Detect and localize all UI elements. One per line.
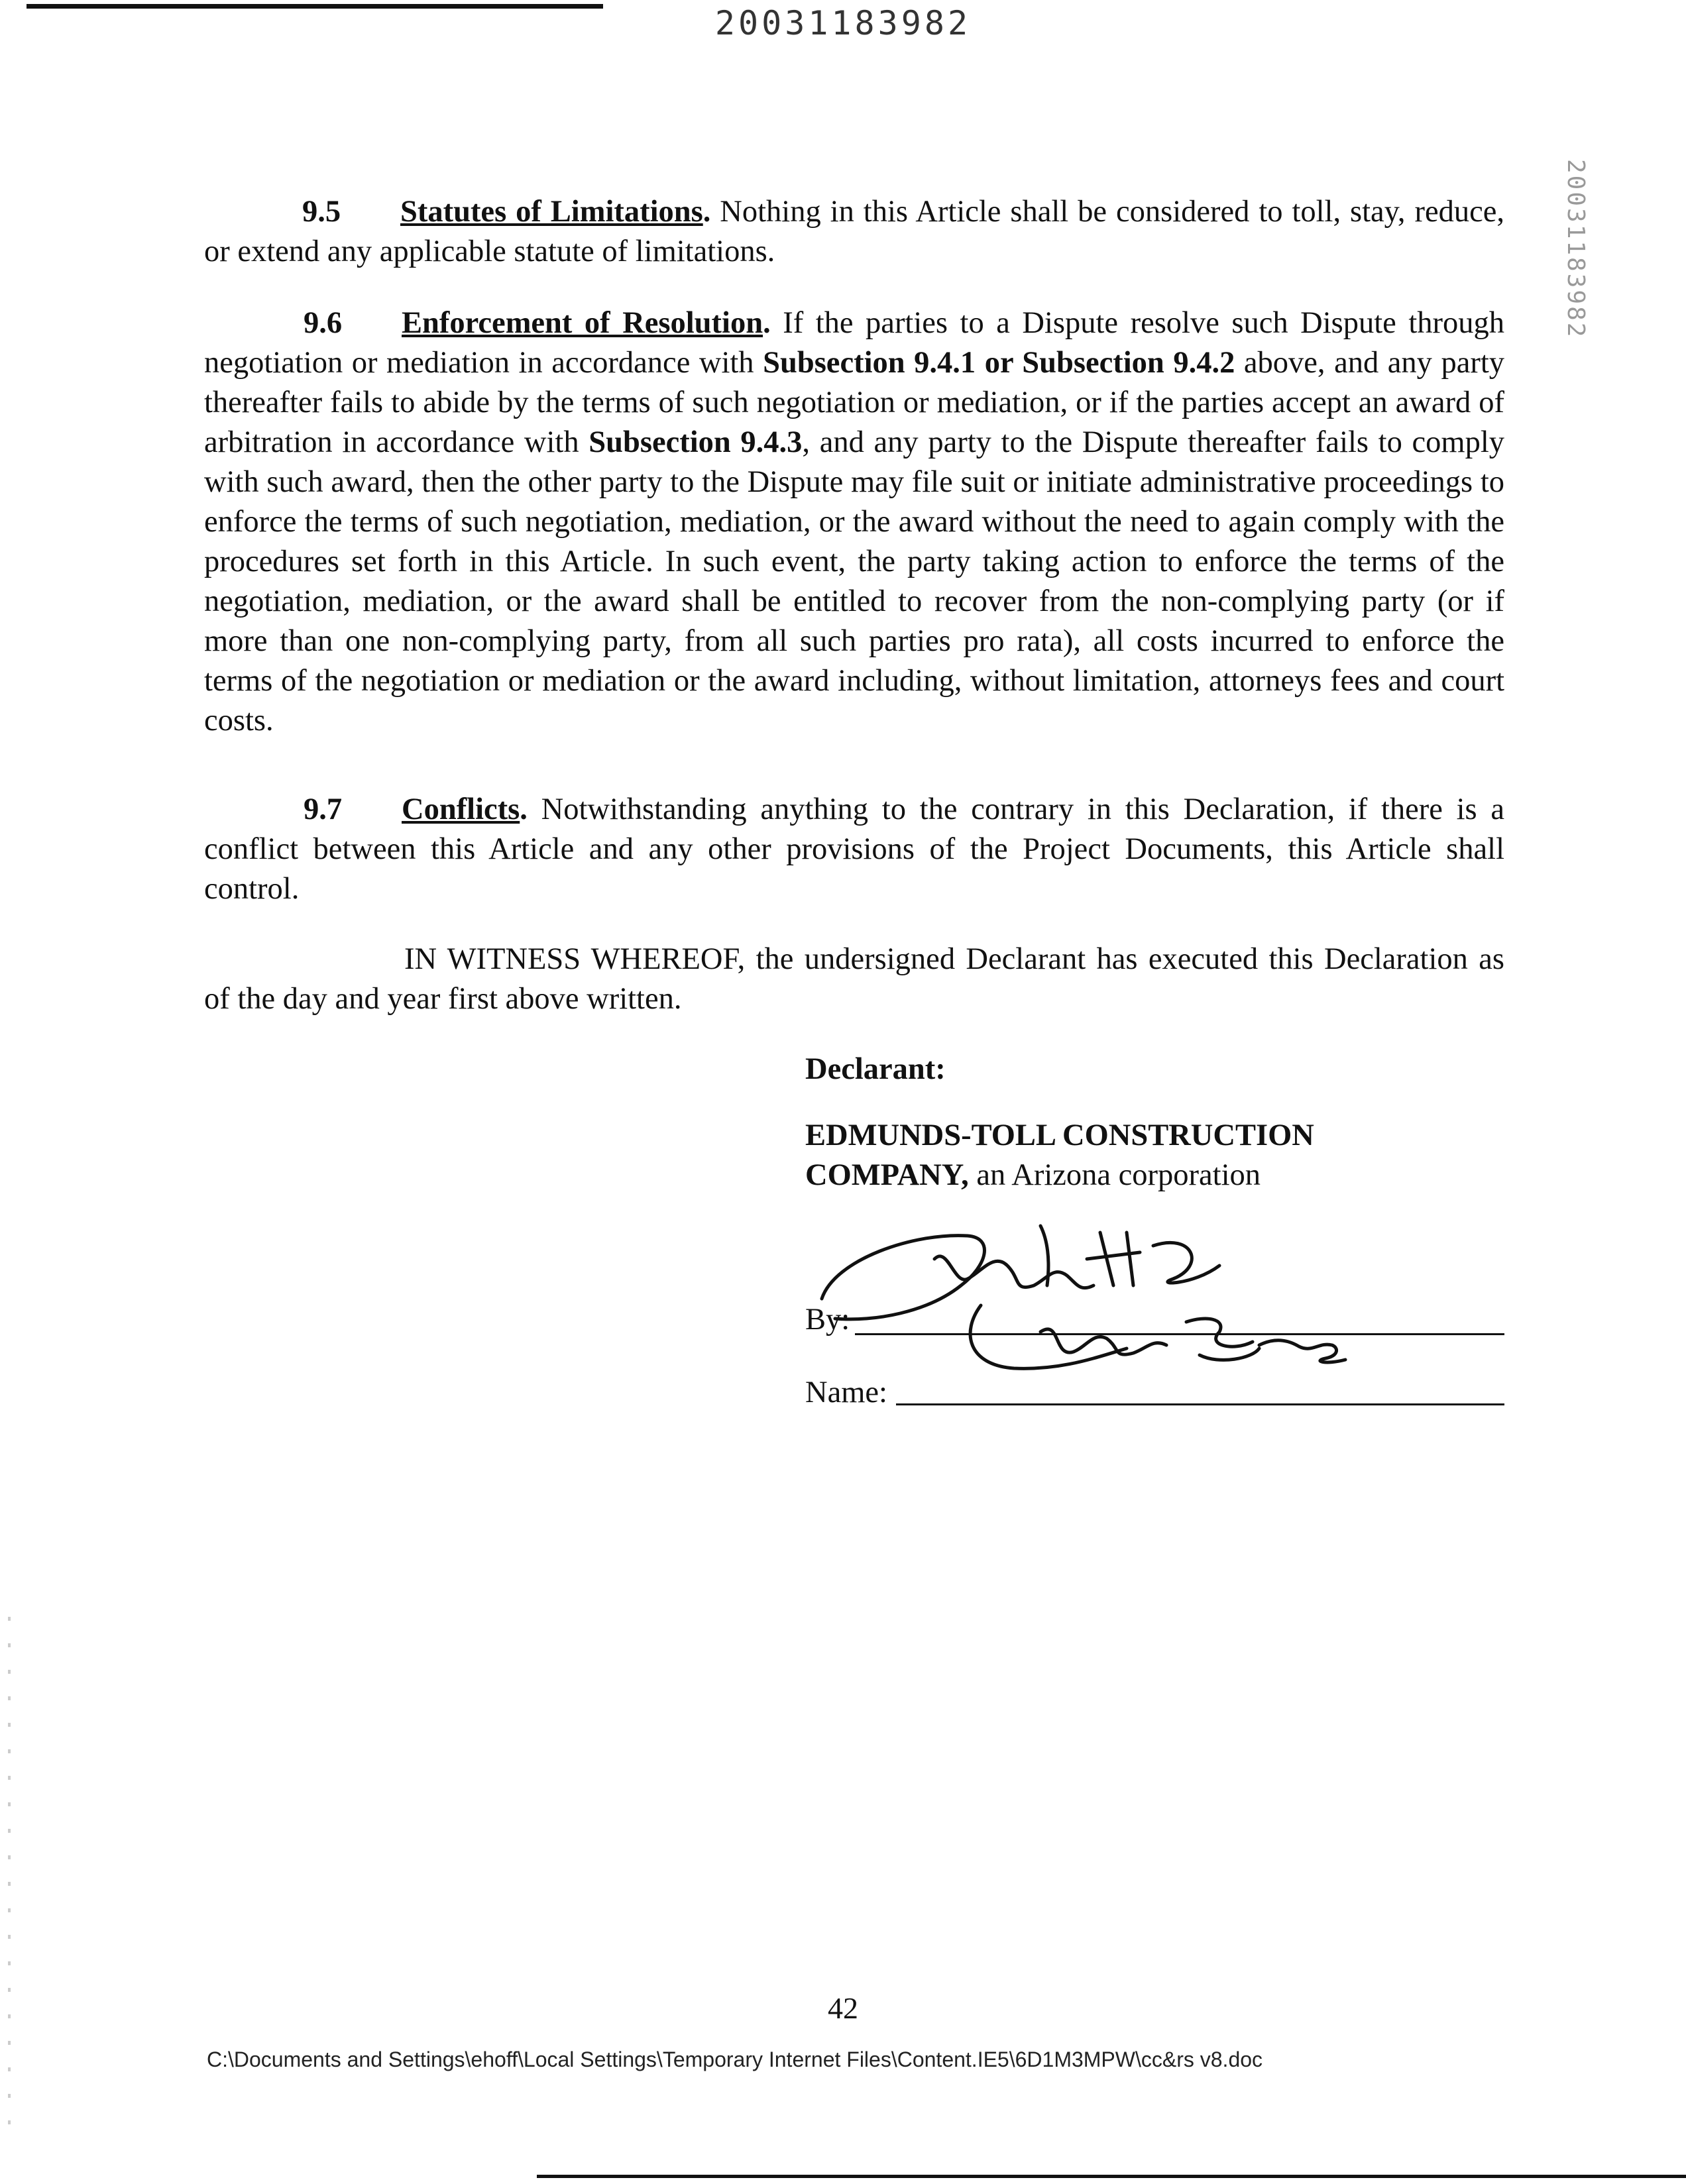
scan-margin-dots: [8, 1617, 11, 2147]
section-9-6: 9.6 Enforcement of Resolution. If the parties to a Dispute resolve such Dispute through negotiation or mediation in accordance with Subsection 9.4.1 or Subsection 9.4.2 above, and any party thereafter fails to abide by the terms of such negotiation or mediation, or if the parties accept an award of arbitration in accordance with Subsection 9.4.3, and any party to the Dispute thereafter fails to comply with such award, then the other party to the Dispute may file suit or initiate administrative proceedings to enforce the terms of such negotiation, mediation, or the award without the need to again comply with the procedures set forth in this Article. In such event, the party taking action to enforce the terms of the negotiation, mediation, or the award shall be entitled to recover from the non-complying party (or if more than one non-complying party, from all such parties pro rata), all costs incurred to enforce the terms of the negotiation or mediation or the award including, without limitation, attorneys fees and court costs.: [204, 303, 1504, 741]
document-number: 20031183982: [714, 4, 972, 42]
name-label: Name:: [805, 1376, 887, 1409]
by-label: By:: [805, 1303, 850, 1337]
company-name-bold: COMPANY,: [805, 1158, 969, 1192]
file-path: C:\Documents and Settings\ehoff\Local Settings\Temporary Internet Files\Content.IE5\6D1M3MPW\cc&rs v8.doc: [207, 2048, 1263, 2071]
section-text-3: , and any party to the Dispute thereafter fails to comply with such award, then the other party to the Dispute may file suit or initiate administrative proceedings to enforce the terms of such negotiation, mediation, or the award without the need to again comply with the procedures set forth in this Article. In such event, the party taking action to enforce the terms of the negotiation, mediation, or the award shall be entitled to recover from the non-complying party (or if more than one non-complying party, from all such parties pro rata), all costs incurred to enforce the terms of the negotiation or mediation or the award including, without limitation, attorneys fees and court costs.: [204, 425, 1504, 737]
company-descriptor: an Arizona corporation: [968, 1158, 1261, 1192]
section-9-5: 9.5 Statutes of Limitations. Nothing in this Article shall be considered to toll, stay, reduce, or extend any applicable statute of limitations.: [204, 192, 1504, 272]
page-number: 42: [828, 1991, 858, 2025]
section-text-1: If the parties to a Dispute resolve such Dispute through negotiation or mediation in accordance with: [204, 306, 1504, 380]
subsection-ref-1: Subsection 9.4.1 or Subsection 9.4.2: [763, 346, 1235, 380]
section-body: Nothing in this Article shall be considered to toll, stay, reduce, or extend any applicable statute of limitations.: [204, 195, 1504, 268]
declarant-heading: Declarant:: [805, 1052, 946, 1086]
company-name-line1: EDMUNDS-TOLL CONSTRUCTION: [805, 1119, 1314, 1152]
section-number: 9.7: [304, 792, 343, 826]
section-body: Notwithstanding anything to the contrary in this Declaration, if there is a conflict between this Article and any other provisions of the Project Documents, this Article shall control.: [204, 792, 1505, 906]
company-name-line2: [805, 1156, 1261, 1195]
handwritten-signature: [795, 1206, 1392, 1405]
section-text-2: above, and any party thereafter fails to abide by the terms of such negotiation or mediation, or if the parties accept an award of arbitration in accordance with: [204, 346, 1505, 459]
section-title: Conflicts: [402, 792, 520, 826]
section-number: 9.6: [304, 306, 343, 340]
side-stamp: 20031183982: [1562, 159, 1589, 339]
bottom-scan-line: [537, 2175, 1686, 2178]
witness-paragraph: IN WITNESS WHEREOF, the undersigned Declarant has executed this Declaration as of the day and year first above written.: [204, 942, 1504, 1016]
section-title: Enforcement of Resolution: [402, 306, 763, 340]
section-title: Statutes of Limitations: [400, 195, 703, 229]
section-9-7: 9.7 Conflicts. Notwithstanding anything to the contrary in this Declaration, if there is a conflict between this Article and any other provisions of the Project Documents, this Article shall control.: [204, 790, 1504, 909]
subsection-ref-2: Subsection 9.4.3: [589, 425, 803, 459]
section-number: 9.5: [302, 195, 341, 229]
